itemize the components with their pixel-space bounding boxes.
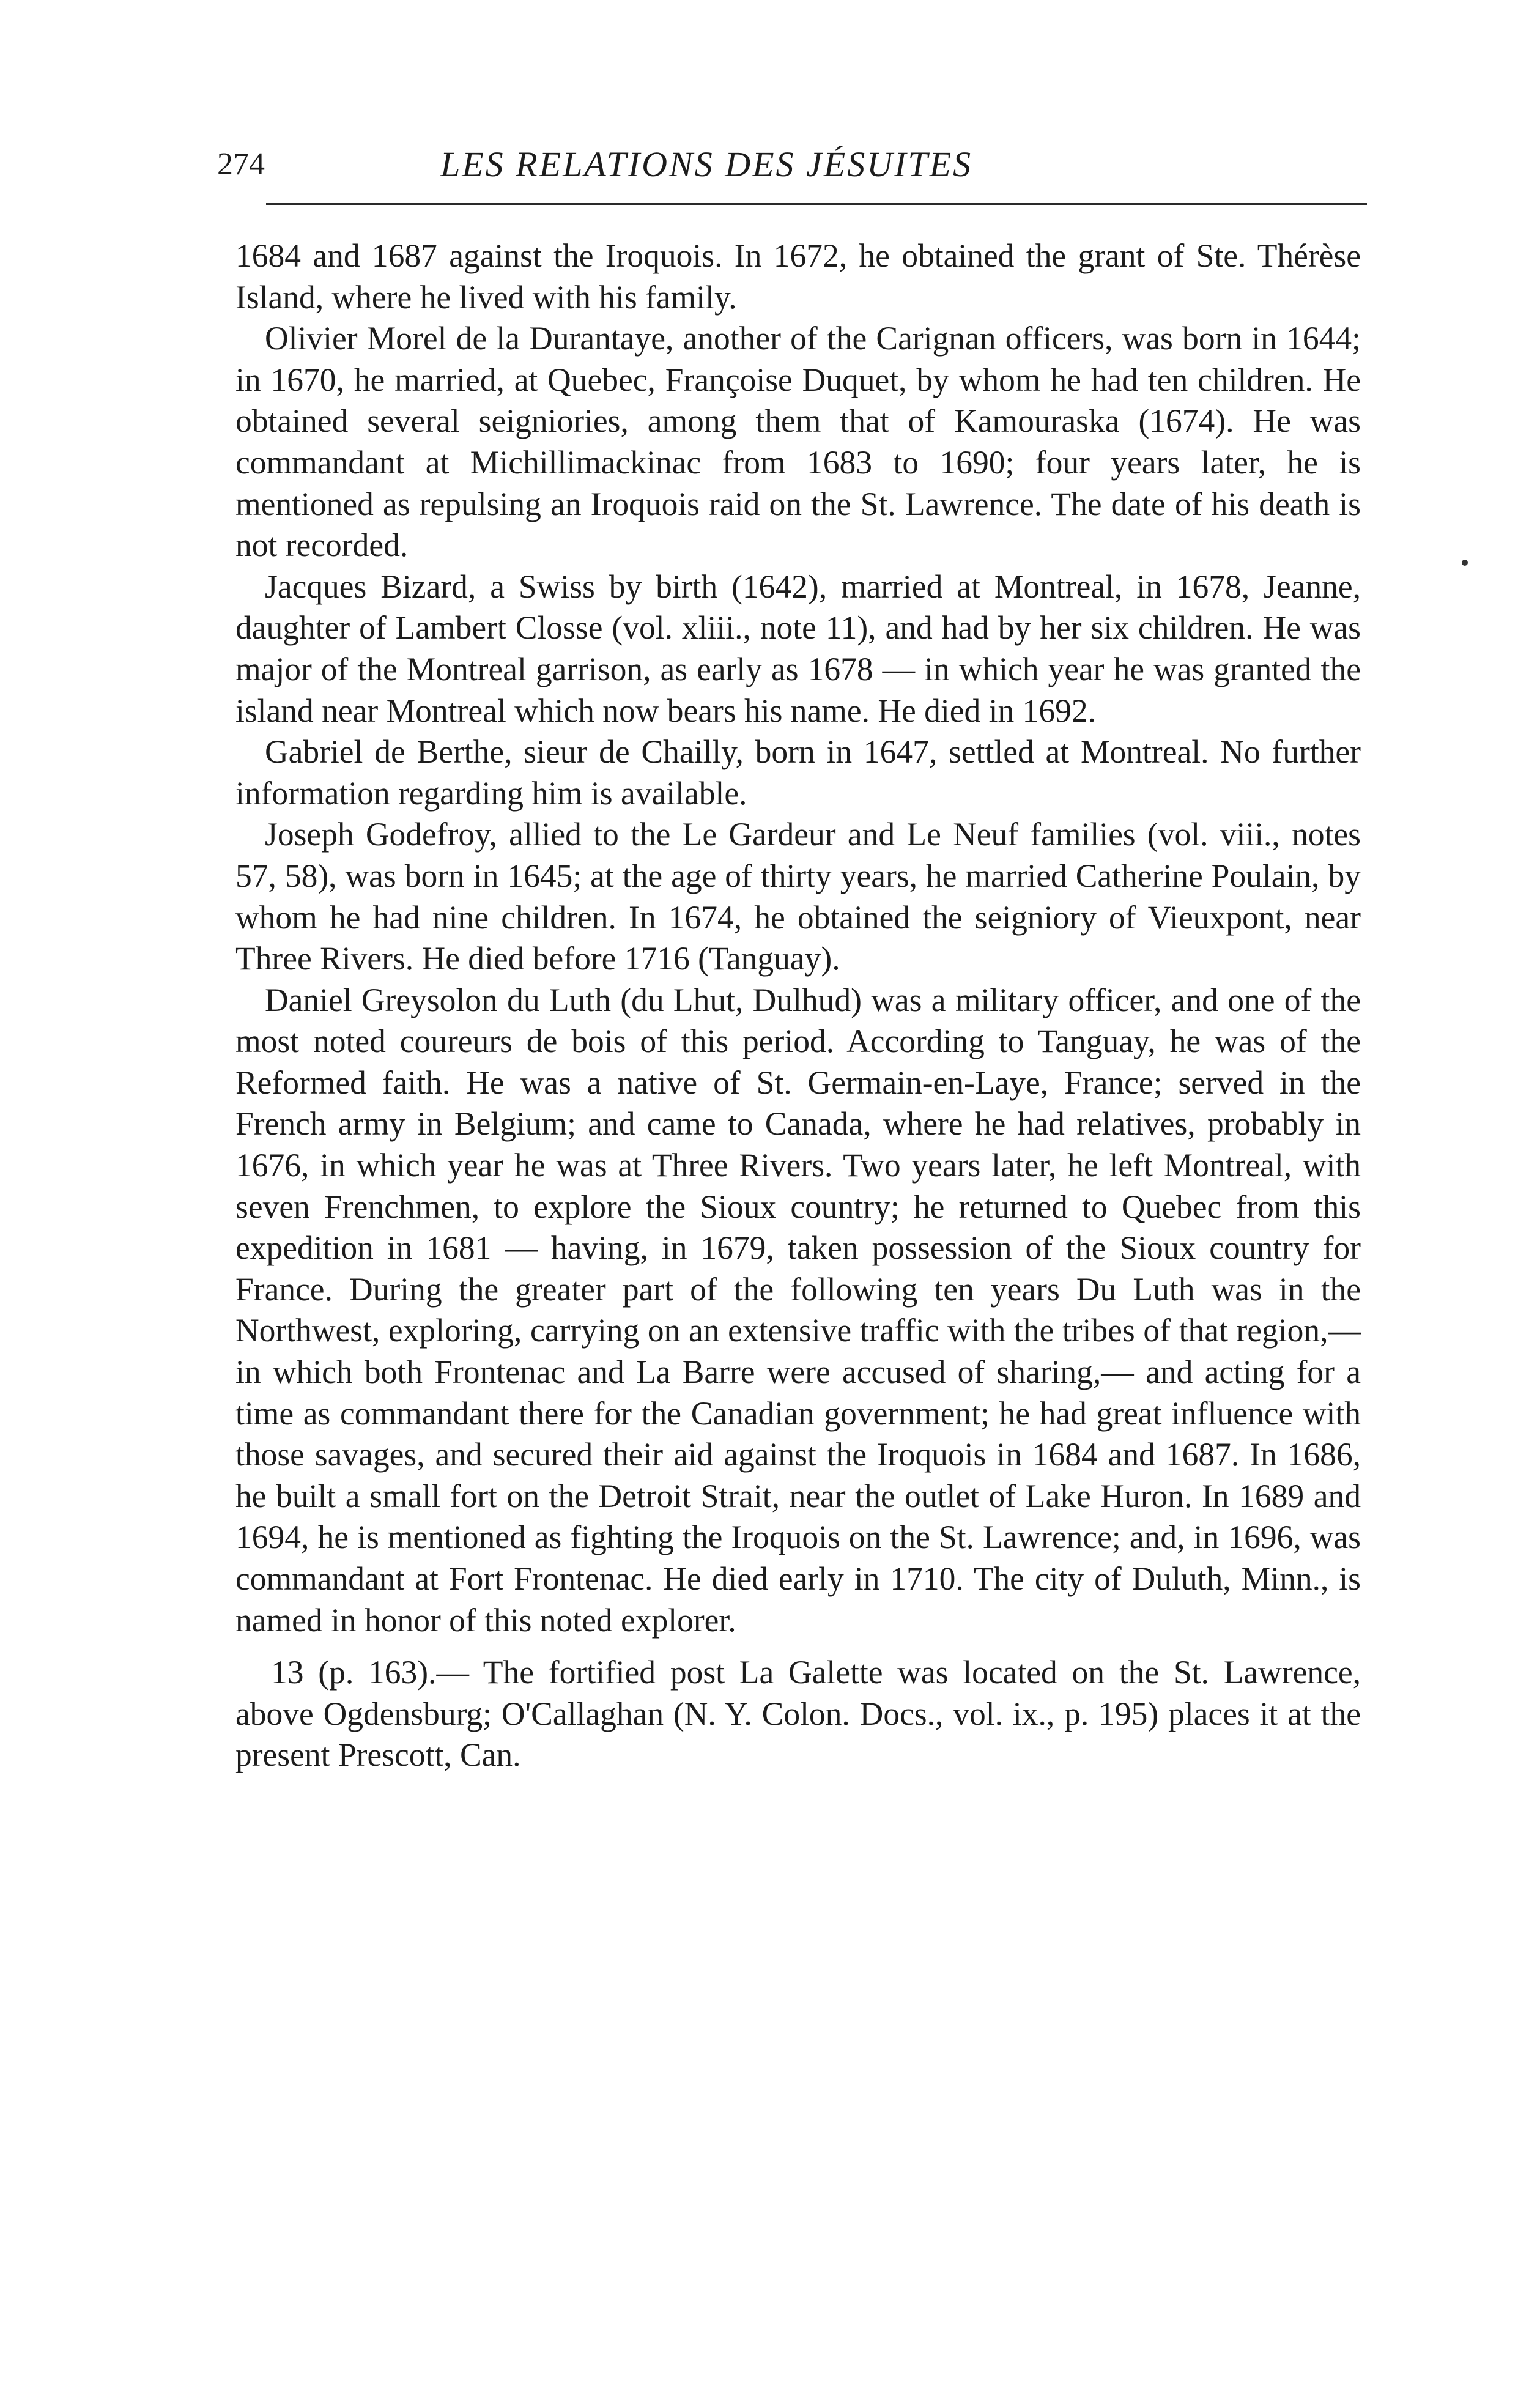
paragraph-bizard: Jacques Bizard, a Swiss by birth (1642), married at Montreal, in 1678, Jeanne, daughter of Lambert Closse (vol. xliii., note 11), and had by her six children. He was major of the Montreal garrison, as early as 1678 — in which year he was granted the island near Montreal which now bears his name. He died in 1692. <box>235 568 1361 729</box>
running-head <box>217 132 1361 193</box>
book-page <box>217 132 1361 1774</box>
paragraph-continuation: 1684 and 1687 against the Iroquois. In 1672, he obtained the grant of Ste. Thérèse Island, where he lived with his family. <box>235 237 1361 316</box>
page-number: 274 <box>217 147 265 182</box>
paragraph-berthe: Gabriel de Berthe, sieur de Chailly, born in 1647, settled at Montreal. No further information regarding him is available. <box>235 733 1361 812</box>
paragraph-godefroy: Joseph Godefroy, allied to the Le Gardeur and Le Neuf families (vol. viii., notes 57, 58), was born in 1645; at the age of thirty years, he married Catherine Poulain, by whom he had nine children. In 1674, he obtained the seigniory of Vieuxpont, near Three Rivers. He died before 1716 (Tanguay). <box>235 816 1361 977</box>
running-title: LES RELATIONS DES JÉSUITES <box>440 144 973 184</box>
note-13: 13 (p. 163).— The fortified post La Galette was located on the St. Lawrence, above Ogdensburg; O'Callaghan (N. Y. Colon. Docs., vol. ix., p. 195) places it at the present Prescott, Can. <box>235 1654 1361 1774</box>
paragraph-durantaye: Olivier Morel de la Durantaye, another of the Carignan officers, was born in 1644; in 1670, he married, at Quebec, Françoise Duquet, by whom he had ten children. He obtained several seigniories, among them that of Kamouraska (1674). He was commandant at Michillimackinac from 1683 to 1690; four years later, he is mentioned as repulsing an Iroquois raid on the St. Lawrence. The date of his death is not recorded. <box>235 320 1361 564</box>
header-rule <box>266 203 1367 205</box>
stray-ink-dot <box>1462 560 1468 566</box>
paragraph-du-luth: Daniel Greysolon du Luth (du Lhut, Dulhud) was a military officer, and one of the most noted coureurs de bois of this period. According to Tanguay, he was of the Reformed faith. He was a native of St. Germain-en-Laye, France; served in the French army in Belgium; and came to Canada, where he had relatives, probably in 1676, in which year he was at Three Rivers. Two years later, he left Montreal, with seven Frenchmen, to explore the Sioux country; he returned to Quebec from this expedition in 1681 — having, in 1679, taken possession of the Sioux country for France. During the greater part of the following ten years Du Luth was in the Northwest, exploring, carrying on an extensive traffic with the tribes of that region,— in which both Frontenac and La Barre were accused of sharing,— and acting for a time as commandant there for the Canadian government; he had great influence with those savages, and secured their aid against the Iroquois in 1684 and 1687. In 1686, he built a small fort on the Detroit Strait, near the outlet of Lake Huron. In 1689 and 1694, he is mentioned as fighting the Iroquois on the St. Lawrence; and, in 1696, was commandant at Fort Frontenac. He died early in 1710. The city of Duluth, Minn., is named in honor of this noted explorer. <box>235 981 1361 1639</box>
body-text <box>235 235 1361 1776</box>
